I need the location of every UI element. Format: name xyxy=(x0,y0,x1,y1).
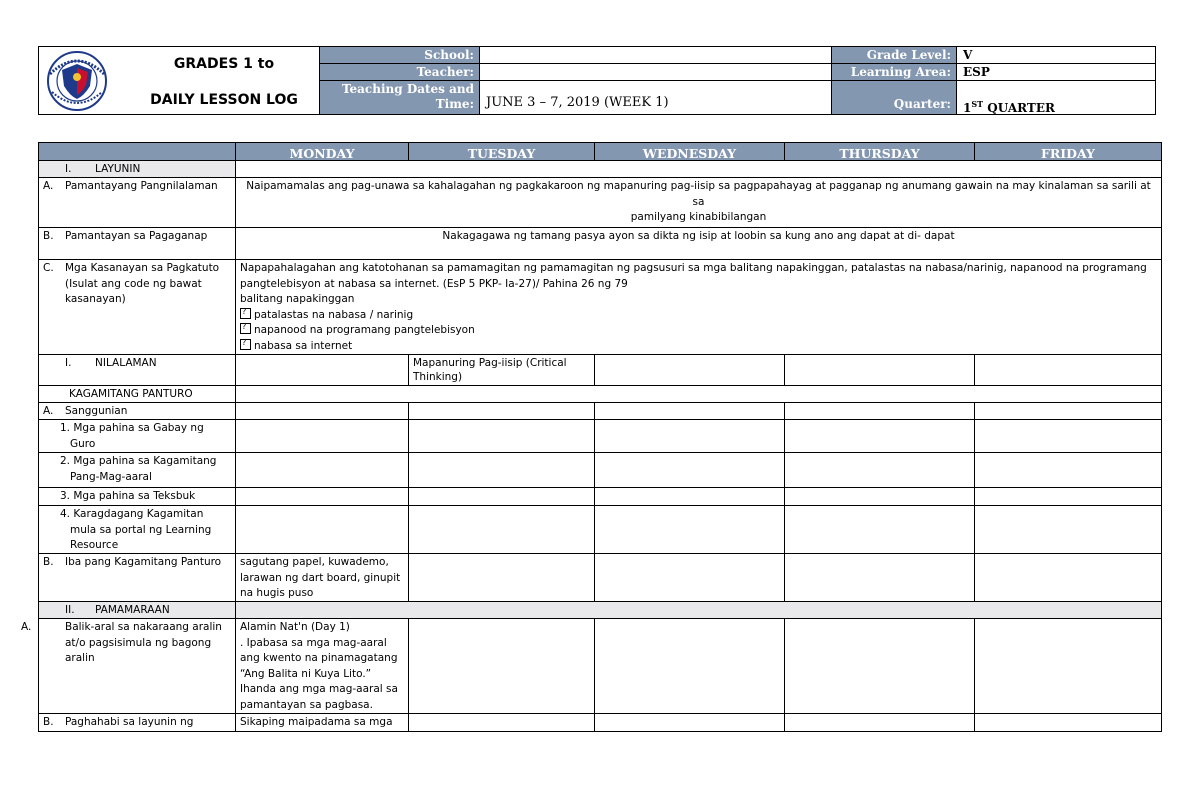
pangnilalaman-line1: Naipamamalas ang pag-unawa sa kahalagahan ng pagkakaroon ng mapanuring pag-iisip sa pagpapahayag at pagganap ng anumang gawain na may kinalaman sa sarili at sa xyxy=(246,180,1151,208)
gabay-monday xyxy=(236,420,409,452)
kasanayan-label: C. Mga Kasanayan sa Pagkatuto (Isulat ang code ng bawat kasanayan) xyxy=(38,260,236,354)
gabay-ng-guro-row xyxy=(38,420,1162,453)
paghahabi-friday xyxy=(975,714,1162,731)
kasanayan-bullet1: ?patalastas na nabasa / narinig xyxy=(240,308,1157,324)
quarter-field[interactable] xyxy=(957,81,1155,114)
title-daily-lesson-log: DAILY LESSON LOG xyxy=(150,92,298,108)
balik-aral-thursday xyxy=(785,619,975,713)
sanggunian-thursday xyxy=(785,403,975,419)
day-header-blank xyxy=(38,143,236,160)
day-header-monday: MONDAY xyxy=(236,143,409,160)
karagdagang-thursday xyxy=(785,506,975,553)
sanggunian-friday xyxy=(975,403,1162,419)
sanggunian-wednesday xyxy=(595,403,785,419)
iba-pang-friday xyxy=(975,554,1162,601)
iba-pang-tuesday xyxy=(409,554,595,601)
teksbuk-tuesday xyxy=(409,488,595,505)
school-field[interactable] xyxy=(480,47,832,64)
gabay-friday xyxy=(975,420,1162,452)
nilalaman-label: I. NILALAMAN xyxy=(38,355,236,385)
quarter-sup: ST xyxy=(971,99,984,109)
balik-aral-friday xyxy=(975,619,1162,713)
checkbox-icon xyxy=(240,339,251,350)
kagamitang-pang-mag-aaral-row xyxy=(38,453,1162,488)
nilalaman-thursday xyxy=(785,355,975,385)
kasanayan-bullet3: ?nabasa sa internet xyxy=(240,339,1157,355)
pangnilalaman-line2: pamilyang kinabibilangan xyxy=(630,211,767,223)
teacher-field[interactable] xyxy=(480,64,832,81)
balik-aral-row xyxy=(21,619,1162,714)
day-header-row xyxy=(38,142,1162,161)
gabay-thursday xyxy=(785,420,975,452)
layunin-label: I. LAYUNIN xyxy=(38,161,236,177)
balik-aral-wednesday xyxy=(595,619,785,713)
checkbox-icon xyxy=(240,308,251,319)
day-header-wednesday: WEDNESDAY xyxy=(595,143,785,160)
paghahabi-label: B. Paghahabi sa layunin ng xyxy=(38,714,236,731)
gabay-ng-guro-label: 1. Mga pahina sa Gabay ng Guro xyxy=(38,420,236,452)
checkbox-icon xyxy=(240,323,251,334)
pang-mag-aaral-friday xyxy=(975,453,1162,487)
karagdagang-friday xyxy=(975,506,1162,553)
nilalaman-friday xyxy=(975,355,1162,385)
kasanayan-bullet2: ?napanood na programang pangtelebisyon xyxy=(240,323,1157,339)
layunin-row xyxy=(38,161,1162,178)
paghahabi-wednesday xyxy=(595,714,785,731)
quarter-label: Quarter: xyxy=(832,81,957,114)
teksbuk-thursday xyxy=(785,488,975,505)
dates-label xyxy=(319,81,480,114)
iba-pang-wednesday xyxy=(595,554,785,601)
day-header-tuesday: TUESDAY xyxy=(409,143,595,160)
teksbuk-wednesday xyxy=(595,488,785,505)
learning-area-label: Learning Area: xyxy=(832,64,957,81)
teacher-label: Teacher: xyxy=(319,64,480,81)
nilalaman-tuesday: Mapanuring Pag-iisip (Critical Thinking) xyxy=(409,355,595,385)
pamamaraan-label: II. PAMAMARAAN xyxy=(38,602,236,618)
balik-aral-tuesday xyxy=(409,619,595,713)
day-header-thursday: THURSDAY xyxy=(785,143,975,160)
dates-label-line1: Teaching Dates and xyxy=(341,82,474,96)
pamantayang-pangnilalaman-row xyxy=(38,178,1162,228)
layunin-content xyxy=(236,161,1162,177)
karagdagang-wednesday xyxy=(595,506,785,553)
sanggunian-row xyxy=(38,403,1162,420)
balik-aral-label: A. Balik-aral sa nakaraang aralin at/o pagsisimula ng bagong aralin xyxy=(38,619,236,713)
gabay-tuesday xyxy=(409,420,595,452)
iba-pang-thursday xyxy=(785,554,975,601)
kasanayan-line2: pangtelebisyon at nabasa sa internet. (EsP 5 PKP- Ia-27)/ Pahina 26 ng 79 xyxy=(240,277,628,290)
nilalaman-wednesday xyxy=(595,355,785,385)
kasanayan-row xyxy=(38,260,1162,355)
pang-mag-aaral-tuesday xyxy=(409,453,595,487)
school-label: School: xyxy=(319,47,480,64)
pang-mag-aaral-monday xyxy=(236,453,409,487)
gabay-wednesday xyxy=(595,420,785,452)
kagamitang-panturo-row xyxy=(38,386,1162,403)
karagdagang-monday xyxy=(236,506,409,553)
karagdagang-kagamitan-label: 4. Karagdagang Kagamitan mula sa portal ng Learning Resource xyxy=(38,506,236,553)
pamamaraan-row xyxy=(38,602,1162,619)
title-grades: GRADES 1 to xyxy=(173,56,275,72)
pamantayan-sa-pagaganap-row xyxy=(38,228,1162,260)
sanggunian-tuesday xyxy=(409,403,595,419)
learning-area-field[interactable]: ESP xyxy=(957,64,1155,81)
kasanayan-line1: Napapahalagahan ang katotohanan sa pamamagitan ng pamamagitan ng pagsusuri sa mga balitang napakinggan, patalastas na nabasa/narinig, napanood na programang xyxy=(240,262,1147,274)
kasanayan-line3: balitang napakinggan xyxy=(240,293,355,305)
nilalaman-row xyxy=(38,355,1162,386)
karagdagang-kagamitan-row xyxy=(38,506,1162,554)
kagamitang-panturo-content xyxy=(236,386,1162,402)
day-header-friday: FRIDAY xyxy=(975,143,1162,160)
dates-field[interactable]: JUNE 3 – 7, 2019 (WEEK 1) xyxy=(480,81,832,114)
kagamitang-panturo-label: KAGAMITANG PANTURO xyxy=(38,386,236,402)
pamamaraan-content xyxy=(236,602,1162,618)
karagdagang-tuesday xyxy=(409,506,595,553)
pamantayang-pangnilalaman-content xyxy=(236,178,1162,227)
pamantayan-sa-pagaganap-label: B. Pamantayan sa Pagaganap xyxy=(38,228,236,259)
sanggunian-label: A. Sanggunian xyxy=(38,403,236,419)
quarter-num: 1 xyxy=(963,101,972,115)
nilalaman-monday xyxy=(236,355,409,385)
teksbuk-label: 3. Mga pahina sa Teksbuk xyxy=(38,488,236,505)
paghahabi-monday: Sikaping maipadama sa mga xyxy=(236,714,409,731)
paghahabi-row xyxy=(38,714,1162,732)
sanggunian-monday xyxy=(236,403,409,419)
pang-mag-aaral-wednesday xyxy=(595,453,785,487)
kasanayan-content xyxy=(236,260,1162,354)
teksbuk-friday xyxy=(975,488,1162,505)
header-table xyxy=(38,46,1156,115)
kagamitang-pang-mag-aaral-label: 2. Mga pahina sa Kagamitang Pang-Mag-aaral xyxy=(38,453,236,487)
quarter-rest: QUARTER xyxy=(983,101,1055,115)
iba-pang-kagamitan-label: B. Iba pang Kagamitang Panturo xyxy=(38,554,236,601)
grade-level-label: Grade Level: xyxy=(832,47,957,64)
teksbuk-monday xyxy=(236,488,409,505)
pamantayan-sa-pagaganap-content: Nakagagawa ng tamang pasya ayon sa dikta ng isip at loobin sa kung ano ang dapat at di- dapat xyxy=(236,228,1162,259)
teksbuk-row xyxy=(38,488,1162,506)
iba-pang-kagamitan-row xyxy=(38,554,1162,602)
paghahabi-thursday xyxy=(785,714,975,731)
deped-seal-icon xyxy=(42,50,112,112)
pang-mag-aaral-thursday xyxy=(785,453,975,487)
balik-aral-monday: Alamin Nat'n (Day 1) . Ipabasa sa mga mag-aaral ang kwento na pinamagatang “Ang Balita ni Kuya Lito.” Ihanda ang mga mag-aaral sa pamantayan sa pagbasa. xyxy=(236,619,409,713)
iba-pang-monday: sagutang papel, kuwademo, larawan ng dart board, ginupit na hugis puso xyxy=(236,554,409,601)
grade-level-field[interactable]: V xyxy=(957,47,1155,64)
logo-cell xyxy=(39,47,319,114)
paghahabi-tuesday xyxy=(409,714,595,731)
pamantayang-pangnilalaman-label: A. Pamantayang Pangnilalaman xyxy=(38,178,236,227)
dates-label-line2: Time: xyxy=(435,97,474,111)
